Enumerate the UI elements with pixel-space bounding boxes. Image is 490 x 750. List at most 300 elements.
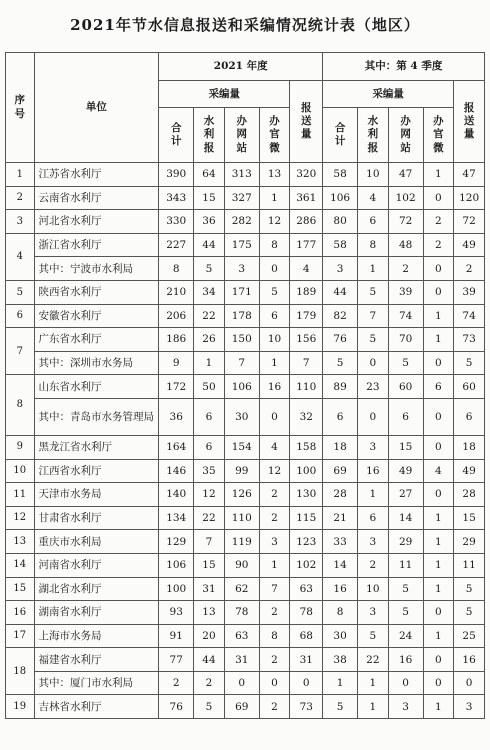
value-cell: 156: [290, 328, 323, 352]
table-row: [6, 624, 485, 648]
value-cell: 22: [194, 506, 225, 530]
value-cell: 70: [388, 328, 423, 352]
value-cell: 8: [323, 601, 358, 625]
value-cell: 1: [423, 304, 454, 328]
value-cell: 78: [224, 601, 259, 625]
value-cell: 361: [290, 186, 323, 210]
value-cell: 26: [194, 328, 225, 352]
value-cell: 16: [259, 375, 290, 399]
value-cell: 48: [388, 233, 423, 257]
col-header-unit: 单位: [34, 53, 159, 163]
value-cell: 39: [454, 280, 485, 304]
value-cell: 10: [358, 163, 389, 187]
value-cell: 72: [454, 210, 485, 234]
value-cell: 15: [454, 506, 485, 530]
value-cell: 9: [159, 351, 194, 375]
value-cell: 1: [423, 506, 454, 530]
value-cell: 7: [259, 577, 290, 601]
value-cell: 39: [388, 280, 423, 304]
value-cell: 78: [290, 601, 323, 625]
value-cell: 2: [423, 233, 454, 257]
value-cell: 25: [454, 624, 485, 648]
value-cell: 179: [290, 304, 323, 328]
value-cell: 7: [194, 530, 225, 554]
value-cell: 2: [423, 210, 454, 234]
unit-cell: 湖北省水利厅: [34, 577, 159, 601]
value-cell: 171: [224, 280, 259, 304]
value-cell: 3: [454, 695, 485, 719]
value-cell: 1: [423, 577, 454, 601]
value-cell: 0: [358, 351, 389, 375]
value-cell: 68: [290, 624, 323, 648]
value-cell: 5: [194, 695, 225, 719]
value-cell: 3: [259, 530, 290, 554]
value-cell: 69: [323, 459, 358, 483]
value-cell: 2: [259, 601, 290, 625]
value-cell: 28: [454, 483, 485, 507]
value-cell: 5: [388, 577, 423, 601]
value-cell: 82: [323, 304, 358, 328]
value-cell: 91: [159, 624, 194, 648]
unit-cell: 黑龙江省水利厅: [34, 435, 159, 459]
value-cell: 1: [423, 624, 454, 648]
value-cell: 7: [358, 304, 389, 328]
table-row: [6, 328, 485, 352]
value-cell: 72: [388, 210, 423, 234]
value-cell: 16: [454, 648, 485, 672]
value-cell: 0: [388, 671, 423, 695]
seq-cell: 18: [6, 648, 35, 695]
seq-cell: 14: [6, 553, 35, 577]
table-row: [6, 553, 485, 577]
value-cell: 4: [290, 257, 323, 281]
value-cell: 3: [358, 530, 389, 554]
value-cell: 115: [290, 506, 323, 530]
value-cell: 2: [259, 695, 290, 719]
table-row: [6, 304, 485, 328]
col-header-office-site: 办网站: [224, 108, 259, 163]
value-cell: 327: [224, 186, 259, 210]
value-cell: 63: [290, 577, 323, 601]
table-row: [6, 459, 485, 483]
value-cell: 49: [454, 233, 485, 257]
value-cell: 164: [159, 435, 194, 459]
value-cell: 158: [290, 435, 323, 459]
value-cell: 23: [358, 375, 389, 399]
table-row: [6, 210, 485, 234]
value-cell: 119: [224, 530, 259, 554]
value-cell: 49: [388, 459, 423, 483]
value-cell: 10: [358, 577, 389, 601]
value-cell: 0: [224, 671, 259, 695]
value-cell: 8: [259, 624, 290, 648]
value-cell: 3: [388, 695, 423, 719]
value-cell: 106: [224, 375, 259, 399]
value-cell: 189: [290, 280, 323, 304]
col-header-total: 合计: [323, 108, 358, 163]
value-cell: 29: [454, 530, 485, 554]
value-cell: 21: [323, 506, 358, 530]
unit-cell: 云南省水利厅: [34, 186, 159, 210]
value-cell: 50: [194, 375, 225, 399]
seq-cell: 17: [6, 624, 35, 648]
value-cell: 2: [259, 506, 290, 530]
value-cell: 28: [323, 483, 358, 507]
value-cell: 6: [388, 398, 423, 435]
value-cell: 8: [259, 233, 290, 257]
value-cell: 150: [224, 328, 259, 352]
value-cell: 5: [358, 624, 389, 648]
value-cell: 1: [423, 530, 454, 554]
value-cell: 2: [388, 257, 423, 281]
value-cell: 31: [290, 648, 323, 672]
value-cell: 22: [194, 304, 225, 328]
value-cell: 38: [323, 648, 358, 672]
value-cell: 4: [423, 459, 454, 483]
table-row: [6, 233, 485, 257]
value-cell: 5: [454, 577, 485, 601]
value-cell: 1: [358, 695, 389, 719]
table-row: [6, 648, 485, 672]
value-cell: 3: [224, 257, 259, 281]
value-cell: 49: [454, 459, 485, 483]
value-cell: 206: [159, 304, 194, 328]
value-cell: 1: [194, 351, 225, 375]
value-cell: 178: [224, 304, 259, 328]
value-cell: 47: [454, 163, 485, 187]
seq-cell: 10: [6, 459, 35, 483]
value-cell: 390: [159, 163, 194, 187]
seq-cell: 3: [6, 210, 35, 234]
unit-cell: 山东省水利厅: [34, 375, 159, 399]
value-cell: 58: [323, 163, 358, 187]
statistics-table: [5, 52, 485, 719]
value-cell: 64: [194, 163, 225, 187]
unit-cell: 其中：厦门市水利局: [34, 671, 159, 695]
value-cell: 15: [388, 435, 423, 459]
value-cell: 134: [159, 506, 194, 530]
value-cell: 2: [259, 483, 290, 507]
value-cell: 1: [423, 553, 454, 577]
value-cell: 13: [194, 601, 225, 625]
table-row: [6, 506, 485, 530]
value-cell: 3: [323, 257, 358, 281]
value-cell: 110: [290, 375, 323, 399]
value-cell: 177: [290, 233, 323, 257]
value-cell: 1: [423, 328, 454, 352]
value-cell: 0: [259, 398, 290, 435]
value-cell: 5: [323, 351, 358, 375]
value-cell: 15: [194, 553, 225, 577]
value-cell: 0: [423, 648, 454, 672]
value-cell: 58: [323, 233, 358, 257]
value-cell: 60: [454, 375, 485, 399]
value-cell: 20: [194, 624, 225, 648]
value-cell: 0: [423, 351, 454, 375]
value-cell: 30: [323, 624, 358, 648]
value-cell: 227: [159, 233, 194, 257]
value-cell: 18: [454, 435, 485, 459]
value-cell: 5: [358, 328, 389, 352]
unit-cell: 河南省水利厅: [34, 553, 159, 577]
value-cell: 6: [358, 506, 389, 530]
value-cell: 0: [423, 483, 454, 507]
unit-cell: 福建省水利厅: [34, 648, 159, 672]
value-cell: 6: [194, 398, 225, 435]
value-cell: 0: [290, 671, 323, 695]
value-cell: 16: [323, 577, 358, 601]
value-cell: 33: [323, 530, 358, 554]
value-cell: 15: [194, 186, 225, 210]
value-cell: 18: [323, 435, 358, 459]
value-cell: 11: [388, 553, 423, 577]
col-header-reported-year: 报送量: [290, 81, 323, 163]
value-cell: 73: [454, 328, 485, 352]
value-cell: 93: [159, 601, 194, 625]
value-cell: 0: [454, 671, 485, 695]
table-row: [6, 163, 485, 187]
table-row: [6, 483, 485, 507]
value-cell: 1: [259, 351, 290, 375]
col-header-office-wechat: 办官微: [259, 108, 290, 163]
unit-cell: 广东省水利厅: [34, 328, 159, 352]
table-row: [6, 695, 485, 719]
value-cell: 47: [388, 163, 423, 187]
value-cell: 16: [388, 648, 423, 672]
value-cell: 4: [259, 435, 290, 459]
value-cell: 0: [423, 398, 454, 435]
value-cell: 99: [224, 459, 259, 483]
value-cell: 44: [194, 648, 225, 672]
value-cell: 130: [290, 483, 323, 507]
value-cell: 0: [259, 257, 290, 281]
unit-cell: 甘肃省水利厅: [34, 506, 159, 530]
value-cell: 5: [323, 695, 358, 719]
value-cell: 2: [358, 553, 389, 577]
unit-cell: 陕西省水利厅: [34, 280, 159, 304]
value-cell: 330: [159, 210, 194, 234]
value-cell: 60: [388, 375, 423, 399]
value-cell: 34: [194, 280, 225, 304]
value-cell: 27: [388, 483, 423, 507]
value-cell: 146: [159, 459, 194, 483]
value-cell: 29: [388, 530, 423, 554]
value-cell: 13: [259, 163, 290, 187]
table-row-sub: [6, 671, 485, 695]
value-cell: 35: [194, 459, 225, 483]
value-cell: 2: [454, 257, 485, 281]
value-cell: 6: [423, 375, 454, 399]
unit-cell: 江苏省水利厅: [34, 163, 159, 187]
seq-cell: 2: [6, 186, 35, 210]
unit-cell: 天津市水务局: [34, 483, 159, 507]
value-cell: 12: [259, 210, 290, 234]
value-cell: 100: [290, 459, 323, 483]
seq-cell: 16: [6, 601, 35, 625]
group-header-q4: 其中：第 4 季度: [323, 53, 485, 81]
value-cell: 2: [159, 671, 194, 695]
value-cell: 44: [323, 280, 358, 304]
value-cell: 7: [290, 351, 323, 375]
value-cell: 282: [224, 210, 259, 234]
value-cell: 186: [159, 328, 194, 352]
value-cell: 120: [454, 186, 485, 210]
table-row-sub: [6, 351, 485, 375]
value-cell: 31: [194, 577, 225, 601]
unit-cell: 吉林省水利厅: [34, 695, 159, 719]
value-cell: 1: [259, 553, 290, 577]
value-cell: 140: [159, 483, 194, 507]
col-header-seq: 序号: [6, 53, 35, 163]
value-cell: 175: [224, 233, 259, 257]
value-cell: 129: [159, 530, 194, 554]
value-cell: 1: [358, 483, 389, 507]
value-cell: 12: [194, 483, 225, 507]
value-cell: 286: [290, 210, 323, 234]
table-row: [6, 375, 485, 399]
seq-cell: 6: [6, 304, 35, 328]
value-cell: 8: [358, 233, 389, 257]
value-cell: 110: [224, 506, 259, 530]
value-cell: 5: [454, 601, 485, 625]
value-cell: 8: [159, 257, 194, 281]
value-cell: 313: [224, 163, 259, 187]
col-header-total: 合计: [159, 108, 194, 163]
table-row: [6, 530, 485, 554]
value-cell: 5: [454, 351, 485, 375]
value-cell: 22: [358, 648, 389, 672]
subheader-adopted-year: 采编量: [159, 81, 290, 108]
value-cell: 0: [423, 280, 454, 304]
unit-cell: 河北省水利厅: [34, 210, 159, 234]
seq-cell: 1: [6, 163, 35, 187]
table-row-sub: [6, 398, 485, 435]
value-cell: 0: [423, 601, 454, 625]
value-cell: 3: [358, 601, 389, 625]
col-header-office-wechat: 办官微: [423, 108, 454, 163]
value-cell: 343: [159, 186, 194, 210]
seq-cell: 19: [6, 695, 35, 719]
value-cell: 1: [323, 671, 358, 695]
seq-cell: 9: [6, 435, 35, 459]
value-cell: 14: [323, 553, 358, 577]
value-cell: 6: [259, 304, 290, 328]
table-row: [6, 601, 485, 625]
col-header-office-site: 办网站: [388, 108, 423, 163]
value-cell: 0: [423, 671, 454, 695]
value-cell: 172: [159, 375, 194, 399]
col-header-reported-q4: 报送量: [454, 81, 485, 163]
value-cell: 0: [423, 186, 454, 210]
value-cell: 1: [423, 695, 454, 719]
value-cell: 0: [259, 671, 290, 695]
table-row: [6, 577, 485, 601]
value-cell: 74: [388, 304, 423, 328]
value-cell: 31: [224, 648, 259, 672]
value-cell: 10: [259, 328, 290, 352]
value-cell: 14: [388, 506, 423, 530]
value-cell: 1: [423, 163, 454, 187]
unit-cell: 重庆市水利局: [34, 530, 159, 554]
subheader-adopted-q4: 采编量: [323, 81, 454, 108]
value-cell: 30: [224, 398, 259, 435]
value-cell: 36: [194, 210, 225, 234]
seq-cell: 15: [6, 577, 35, 601]
value-cell: 0: [423, 435, 454, 459]
value-cell: 102: [290, 553, 323, 577]
value-cell: 6: [358, 210, 389, 234]
value-cell: 1: [259, 186, 290, 210]
value-cell: 0: [423, 257, 454, 281]
value-cell: 320: [290, 163, 323, 187]
table-row-sub: [6, 257, 485, 281]
unit-cell: 其中：青岛市水务管理局: [34, 398, 159, 435]
value-cell: 102: [388, 186, 423, 210]
value-cell: 2: [194, 671, 225, 695]
value-cell: 154: [224, 435, 259, 459]
value-cell: 210: [159, 280, 194, 304]
value-cell: 126: [224, 483, 259, 507]
value-cell: 106: [159, 553, 194, 577]
value-cell: 2: [259, 648, 290, 672]
value-cell: 5: [388, 601, 423, 625]
col-header-water-news: 水利报: [194, 108, 225, 163]
unit-cell: 上海市水务局: [34, 624, 159, 648]
unit-cell: 浙江省水利厅: [34, 233, 159, 257]
value-cell: 6: [323, 398, 358, 435]
value-cell: 123: [290, 530, 323, 554]
value-cell: 106: [323, 186, 358, 210]
value-cell: 62: [224, 577, 259, 601]
page-title: 2021年节水信息报送和采编情况统计表（地区）: [70, 16, 420, 34]
value-cell: 100: [159, 577, 194, 601]
value-cell: 76: [323, 328, 358, 352]
value-cell: 11: [454, 553, 485, 577]
value-cell: 0: [358, 398, 389, 435]
value-cell: 3: [358, 435, 389, 459]
table-row: [6, 435, 485, 459]
col-header-water-news: 水利报: [358, 108, 389, 163]
seq-cell: 5: [6, 280, 35, 304]
table-body: [6, 163, 485, 719]
value-cell: 1: [358, 257, 389, 281]
seq-cell: 13: [6, 530, 35, 554]
value-cell: 5: [358, 280, 389, 304]
value-cell: 32: [290, 398, 323, 435]
group-header-year: 2021 年度: [159, 53, 323, 81]
value-cell: 74: [454, 304, 485, 328]
unit-cell: 江西省水利厅: [34, 459, 159, 483]
value-cell: 4: [358, 186, 389, 210]
seq-cell: 11: [6, 483, 35, 507]
value-cell: 5: [259, 280, 290, 304]
value-cell: 73: [290, 695, 323, 719]
table-row: [6, 186, 485, 210]
seq-cell: 7: [6, 328, 35, 375]
value-cell: 24: [388, 624, 423, 648]
value-cell: 89: [323, 375, 358, 399]
value-cell: 77: [159, 648, 194, 672]
value-cell: 6: [194, 435, 225, 459]
value-cell: 6: [454, 398, 485, 435]
unit-cell: 其中：宁波市水利局: [34, 257, 159, 281]
unit-cell: 其中：深圳市水务局: [34, 351, 159, 375]
value-cell: 63: [224, 624, 259, 648]
value-cell: 5: [388, 351, 423, 375]
unit-cell: 安徽省水利厅: [34, 304, 159, 328]
value-cell: 7: [224, 351, 259, 375]
value-cell: 44: [194, 233, 225, 257]
